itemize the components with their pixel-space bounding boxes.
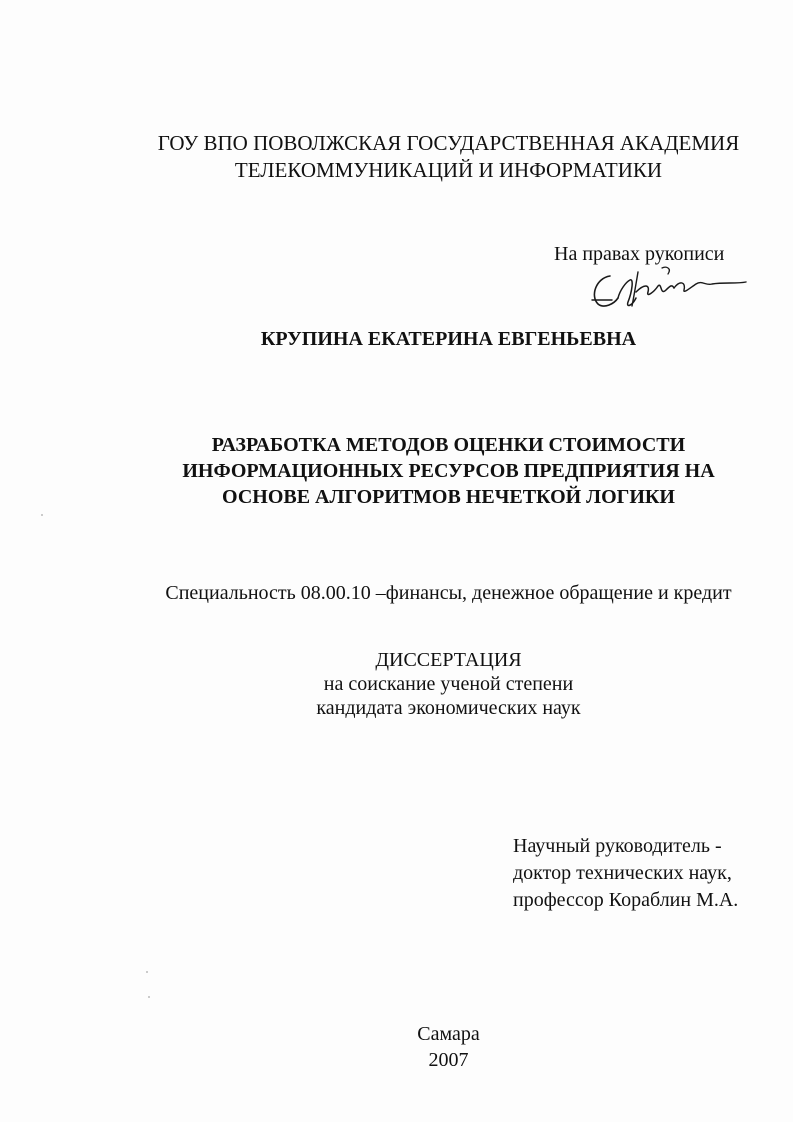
title-line-2: ИНФОРМАЦИОННЫХ РЕСУРСОВ ПРЕДПРИЯТИЯ НА xyxy=(182,460,715,482)
place-and-year xyxy=(52,1021,793,1073)
degree-block xyxy=(52,648,793,720)
specialty: Специальность 08.00.10 –финансы, денежное обращение и кредит xyxy=(165,582,732,604)
supervisor-block xyxy=(513,833,738,914)
degree-line-1: на соискание ученой степени xyxy=(323,673,574,695)
year: 2007 xyxy=(428,1049,469,1071)
institution-block xyxy=(52,130,793,184)
supervisor-line-2: доктор технических наук, xyxy=(513,862,732,884)
author-name: КРУПИНА ЕКАТЕРИНА ЕВГЕНЬЕВНА xyxy=(260,328,637,350)
dissertation-label: ДИССЕРТАЦИЯ xyxy=(375,649,522,671)
scan-speck xyxy=(148,996,150,998)
institution-line-2: ТЕЛЕКОММУНИКАЦИЙ И ИНФОРМАТИКИ xyxy=(234,158,663,182)
supervisor-line-3: профессор Кораблин М.А. xyxy=(513,889,739,911)
institution-line-1: ГОУ ВПО ПОВОЛЖСКАЯ ГОСУДАРСТВЕННАЯ АКАДЕМИЯ xyxy=(157,131,740,155)
scan-speck xyxy=(146,971,148,973)
title-line-1: РАЗРАБОТКА МЕТОДОВ ОЦЕНКИ СТОИМОСТИ xyxy=(211,434,686,456)
degree-line-2: кандидата экономических наук xyxy=(316,697,581,719)
dissertation-title xyxy=(52,432,793,510)
title-line-3: ОСНОВЕ АЛГОРИТМОВ НЕЧЕТКОЙ ЛОГИКИ xyxy=(222,486,675,508)
scan-speck xyxy=(41,514,43,516)
signature-icon xyxy=(588,262,748,314)
city: Самара xyxy=(417,1023,480,1045)
manuscript-rights-note: На правах рукописи xyxy=(554,243,725,265)
supervisor-line-1: Научный руководитель - xyxy=(513,835,722,857)
